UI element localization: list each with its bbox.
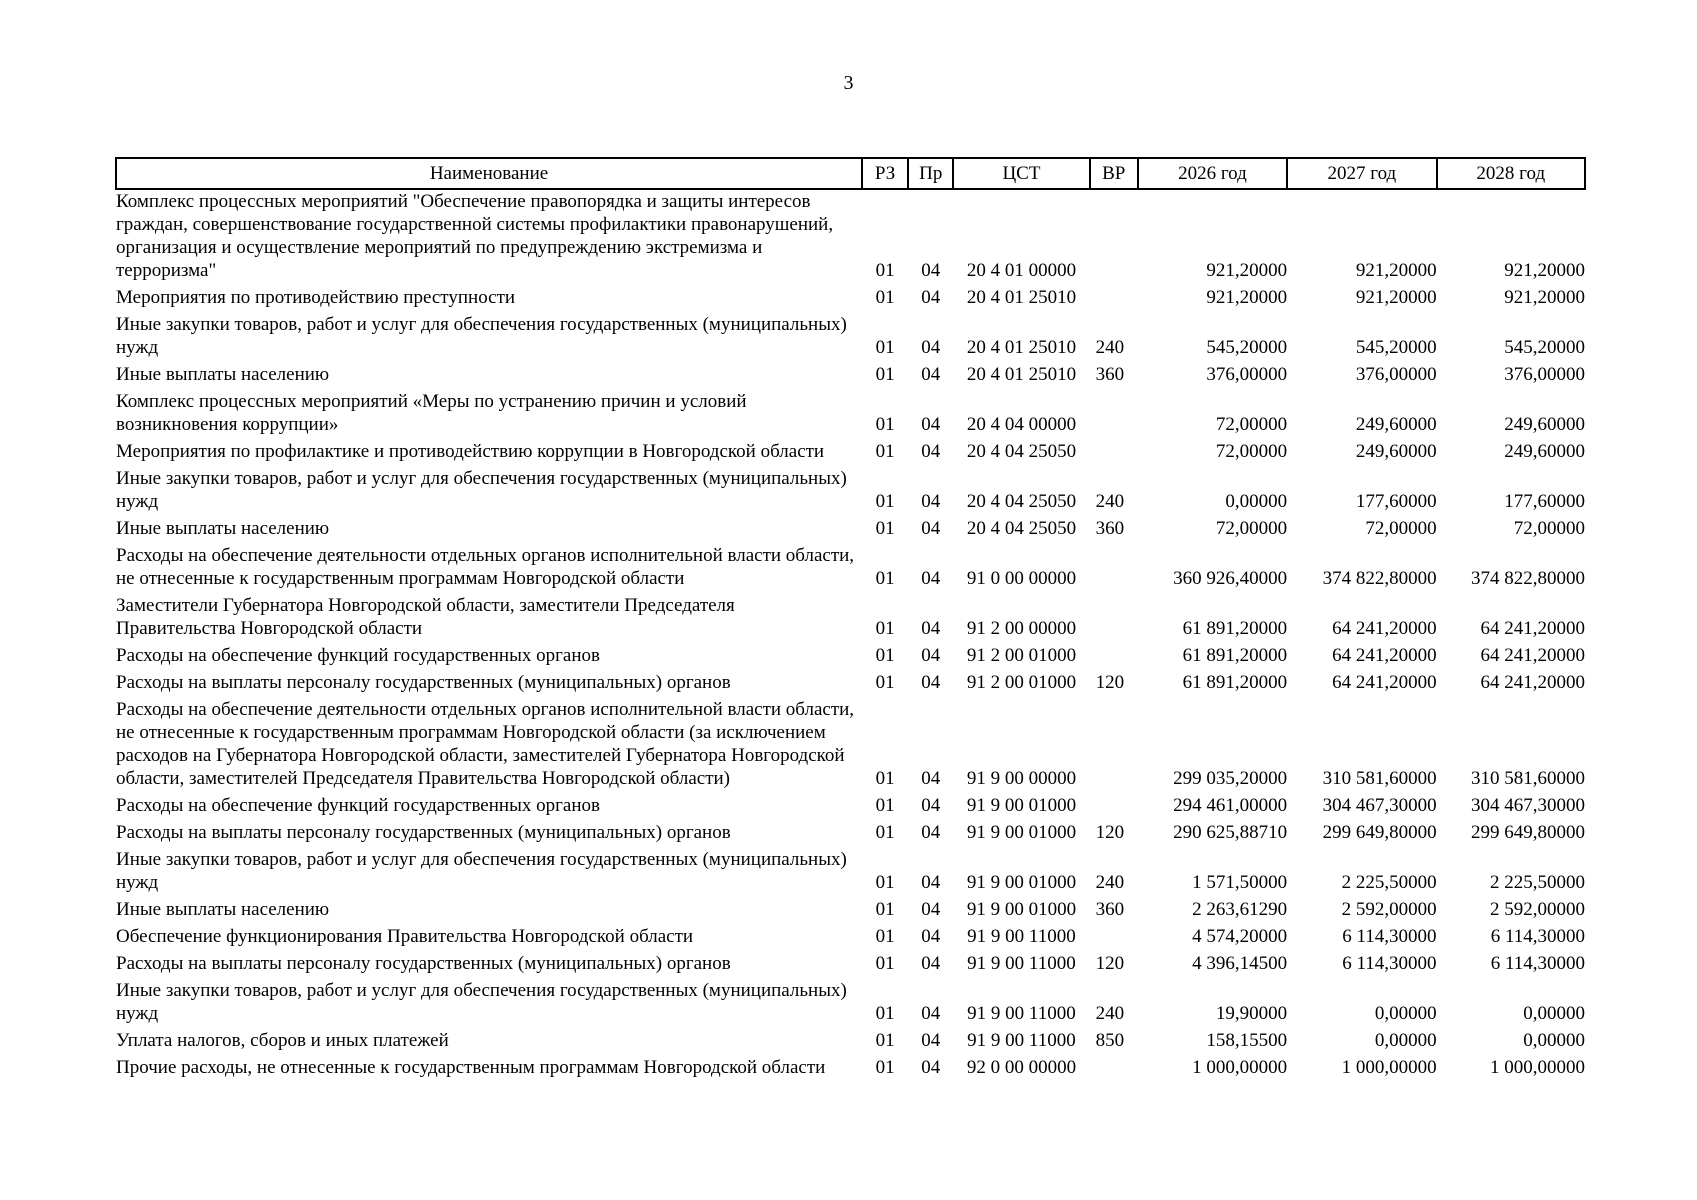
cell-2028: 64 241,20000 <box>1480 645 1585 666</box>
cell-cst: 91 0 00 00000 <box>966 568 1077 589</box>
cell-cst: 20 4 01 25010 <box>966 337 1077 358</box>
cell-cst: 91 2 00 01000 <box>966 672 1077 693</box>
cell-pr: 04 <box>921 518 941 539</box>
cell-vr <box>1090 282 1138 309</box>
cell-2026: 61 891,20000 <box>1182 672 1288 693</box>
cell-pr: 04 <box>921 414 941 435</box>
cell-2026: 61 891,20000 <box>1182 618 1288 639</box>
table-row <box>116 1052 1585 1079</box>
cell-vr: 240 <box>1095 337 1125 358</box>
header-2027: 2027 год <box>1287 158 1436 189</box>
table-row <box>116 817 1585 844</box>
cell-cst: 91 9 00 00000 <box>966 768 1077 789</box>
cell-name: Расходы на выплаты персоналу государственных (муниципальных) органов <box>116 953 731 974</box>
cell-vr <box>1090 921 1138 948</box>
table-row <box>116 359 1585 386</box>
cell-cst: 91 9 00 11000 <box>967 953 1076 974</box>
cell-name: Иные выплаты населению <box>116 364 330 385</box>
cell-pr: 04 <box>921 618 941 639</box>
header-pr: Пр <box>908 158 953 189</box>
cell-rz: 01 <box>875 491 895 512</box>
cell-2028: 304 467,30000 <box>1471 795 1585 816</box>
cell-name: Мероприятия по профилактике и противодействию коррупции в Новгородской области <box>116 441 825 462</box>
cell-2026: 921,20000 <box>1206 260 1288 281</box>
header-2026: 2026 год <box>1138 158 1287 189</box>
cell-name: Иные выплаты населению <box>116 518 330 539</box>
cell-vr <box>1090 540 1138 590</box>
cell-name: Иные закупки товаров, работ и услуг для обеспечения государственных (муниципальных) нужд <box>116 468 847 512</box>
cell-2027: 1 000,00000 <box>1341 1057 1437 1078</box>
cell-2027: 299 649,80000 <box>1322 822 1437 843</box>
cell-vr <box>1090 189 1138 282</box>
cell-pr: 04 <box>921 768 941 789</box>
cell-2028: 0,00000 <box>1523 1003 1585 1024</box>
table-row <box>116 463 1585 513</box>
cell-name: Расходы на обеспечение деятельности отдельных органов исполнительной власти области, не отнесенные к государственным программам Новгородской области <box>116 545 855 589</box>
budget-table <box>115 157 1586 1079</box>
cell-vr: 360 <box>1095 518 1125 539</box>
cell-rz: 01 <box>875 287 895 308</box>
cell-cst: 20 4 04 00000 <box>966 414 1077 435</box>
cell-name: Расходы на обеспечение функций государственных органов <box>116 795 600 816</box>
cell-cst: 91 2 00 00000 <box>966 618 1077 639</box>
cell-rz: 01 <box>875 518 895 539</box>
cell-name: Расходы на выплаты персоналу государственных (муниципальных) органов <box>116 822 731 843</box>
cell-rz: 01 <box>875 260 895 281</box>
cell-cst: 20 4 01 25010 <box>966 364 1077 385</box>
cell-2028: 249,60000 <box>1504 441 1585 462</box>
cell-cst: 91 9 00 01000 <box>966 872 1077 893</box>
header-2028: 2028 год <box>1437 158 1585 189</box>
cell-2026: 1 571,50000 <box>1192 872 1288 893</box>
cell-name: Мероприятия по противодействию преступности <box>116 287 516 308</box>
cell-rz: 01 <box>875 645 895 666</box>
table-row <box>116 948 1585 975</box>
table-row <box>116 590 1585 640</box>
header-rz: РЗ <box>862 158 908 189</box>
cell-name: Заместители Губернатора Новгородской области, заместители Председателя Правительства Новгородской области <box>116 595 735 639</box>
cell-2027: 177,60000 <box>1355 491 1437 512</box>
cell-rz: 01 <box>875 768 895 789</box>
cell-2028: 310 581,60000 <box>1471 768 1585 789</box>
table-row <box>116 1025 1585 1052</box>
cell-2028: 72,00000 <box>1513 518 1585 539</box>
cell-name: Иные закупки товаров, работ и услуг для обеспечения государственных (муниципальных) нужд <box>116 849 847 893</box>
cell-rz: 01 <box>875 618 895 639</box>
cell-2027: 304 467,30000 <box>1322 795 1437 816</box>
cell-pr: 04 <box>921 822 941 843</box>
cell-2028: 64 241,20000 <box>1480 672 1585 693</box>
table-header-row <box>116 158 1585 189</box>
cell-pr: 04 <box>921 337 941 358</box>
cell-cst: 20 4 01 00000 <box>966 260 1077 281</box>
cell-cst: 91 9 00 01000 <box>966 899 1077 920</box>
cell-rz: 01 <box>875 899 895 920</box>
table-row <box>116 694 1585 790</box>
cell-2027: 545,20000 <box>1355 337 1437 358</box>
cell-pr: 04 <box>921 364 941 385</box>
cell-2028: 249,60000 <box>1504 414 1585 435</box>
cell-2026: 294 461,00000 <box>1173 795 1288 816</box>
cell-cst: 20 4 01 25010 <box>966 287 1077 308</box>
cell-2026: 376,00000 <box>1206 364 1288 385</box>
cell-2026: 299 035,20000 <box>1173 768 1288 789</box>
cell-2026: 19,90000 <box>1215 1003 1288 1024</box>
cell-pr: 04 <box>921 795 941 816</box>
cell-2027: 374 822,80000 <box>1322 568 1437 589</box>
cell-2028: 2 592,00000 <box>1490 899 1585 920</box>
cell-2027: 0,00000 <box>1374 1030 1437 1051</box>
cell-2027: 249,60000 <box>1355 414 1437 435</box>
cell-rz: 01 <box>875 568 895 589</box>
cell-pr: 04 <box>921 1003 941 1024</box>
cell-2026: 360 926,40000 <box>1173 568 1288 589</box>
cell-2026: 4 574,20000 <box>1192 926 1288 947</box>
cell-2028: 299 649,80000 <box>1471 822 1585 843</box>
header-name: Наименование <box>116 158 862 189</box>
table-row <box>116 540 1585 590</box>
cell-rz: 01 <box>875 1057 895 1078</box>
table-row <box>116 436 1585 463</box>
cell-vr <box>1090 590 1138 640</box>
cell-pr: 04 <box>921 1057 941 1078</box>
cell-name: Расходы на обеспечение функций государственных органов <box>116 645 600 666</box>
cell-pr: 04 <box>921 491 941 512</box>
cell-name: Расходы на выплаты персоналу государственных (муниципальных) органов <box>116 672 731 693</box>
cell-pr: 04 <box>921 672 941 693</box>
cell-2028: 921,20000 <box>1504 260 1585 281</box>
table-row <box>116 921 1585 948</box>
cell-2027: 921,20000 <box>1355 260 1437 281</box>
table-row <box>116 282 1585 309</box>
cell-name: Расходы на обеспечение деятельности отдельных органов исполнительной власти области, не отнесенные к государственным программам Новгородской области (за исключением расходов на Губернатора Новгородской области, заместителей Губернатора Новгородской области, заместителей Председателя Правительства Новгородской области) <box>116 699 855 789</box>
cell-2027: 6 114,30000 <box>1342 953 1437 974</box>
cell-2027: 0,00000 <box>1374 1003 1437 1024</box>
table-row <box>116 189 1585 282</box>
cell-name: Иные закупки товаров, работ и услуг для обеспечения государственных (муниципальных) нужд <box>116 980 847 1024</box>
cell-2026: 72,00000 <box>1215 414 1288 435</box>
cell-2026: 2 263,61290 <box>1192 899 1288 920</box>
header-cst: ЦСТ <box>953 158 1089 189</box>
cell-vr: 850 <box>1095 1030 1125 1051</box>
cell-pr: 04 <box>921 899 941 920</box>
cell-rz: 01 <box>875 364 895 385</box>
cell-2027: 64 241,20000 <box>1332 618 1437 639</box>
cell-rz: 01 <box>875 414 895 435</box>
cell-2028: 545,20000 <box>1504 337 1585 358</box>
cell-2026: 72,00000 <box>1215 518 1288 539</box>
cell-name: Комплекс процессных мероприятий «Меры по устранению причин и условий возникновения коррупции» <box>116 391 747 435</box>
cell-2028: 2 225,50000 <box>1490 872 1585 893</box>
cell-2028: 6 114,30000 <box>1490 926 1585 947</box>
cell-2026: 4 396,14500 <box>1192 953 1288 974</box>
table-row <box>116 309 1585 359</box>
cell-rz: 01 <box>875 953 895 974</box>
cell-cst: 91 2 00 01000 <box>966 645 1077 666</box>
cell-vr <box>1090 790 1138 817</box>
cell-2027: 2 592,00000 <box>1341 899 1437 920</box>
cell-cst: 20 4 04 25050 <box>966 518 1077 539</box>
cell-2028: 376,00000 <box>1504 364 1585 385</box>
cell-vr: 120 <box>1095 953 1125 974</box>
cell-rz: 01 <box>875 1030 895 1051</box>
table-row <box>116 894 1585 921</box>
cell-2027: 64 241,20000 <box>1332 672 1437 693</box>
cell-pr: 04 <box>921 953 941 974</box>
cell-vr: 120 <box>1095 822 1125 843</box>
cell-rz: 01 <box>875 926 895 947</box>
cell-2026: 0,00000 <box>1225 491 1288 512</box>
cell-2026: 158,15500 <box>1206 1030 1288 1051</box>
cell-vr <box>1090 640 1138 667</box>
cell-name: Уплата налогов, сборов и иных платежей <box>116 1030 449 1051</box>
cell-pr: 04 <box>921 872 941 893</box>
cell-2026: 1 000,00000 <box>1192 1057 1288 1078</box>
table-row <box>116 790 1585 817</box>
cell-vr: 360 <box>1095 899 1125 920</box>
cell-2027: 921,20000 <box>1355 287 1437 308</box>
cell-2026: 72,00000 <box>1215 441 1288 462</box>
cell-cst: 91 9 00 11000 <box>967 1003 1076 1024</box>
cell-2028: 177,60000 <box>1504 491 1585 512</box>
cell-name: Обеспечение функционирования Правительства Новгородской области <box>116 926 694 947</box>
cell-vr: 120 <box>1095 672 1125 693</box>
cell-2027: 2 225,50000 <box>1341 872 1437 893</box>
cell-rz: 01 <box>875 822 895 843</box>
cell-2027: 376,00000 <box>1355 364 1437 385</box>
cell-vr <box>1090 694 1138 790</box>
cell-vr: 360 <box>1095 364 1125 385</box>
cell-rz: 01 <box>875 672 895 693</box>
cell-pr: 04 <box>921 926 941 947</box>
table-row <box>116 975 1585 1025</box>
cell-pr: 04 <box>921 287 941 308</box>
cell-cst: 91 9 00 11000 <box>967 1030 1076 1051</box>
cell-name: Иные выплаты населению <box>116 899 330 920</box>
table-row <box>116 640 1585 667</box>
cell-pr: 04 <box>921 1030 941 1051</box>
cell-2028: 921,20000 <box>1504 287 1585 308</box>
cell-rz: 01 <box>875 872 895 893</box>
cell-vr: 240 <box>1095 491 1125 512</box>
cell-2028: 64 241,20000 <box>1480 618 1585 639</box>
cell-2028: 0,00000 <box>1523 1030 1585 1051</box>
cell-vr: 240 <box>1095 1003 1125 1024</box>
cell-cst: 91 9 00 11000 <box>967 926 1076 947</box>
cell-2027: 64 241,20000 <box>1332 645 1437 666</box>
cell-vr <box>1090 386 1138 436</box>
cell-2026: 61 891,20000 <box>1182 645 1288 666</box>
cell-rz: 01 <box>875 1003 895 1024</box>
header-vr: ВР <box>1090 158 1138 189</box>
cell-pr: 04 <box>921 260 941 281</box>
cell-cst: 20 4 04 25050 <box>966 491 1077 512</box>
cell-2026: 545,20000 <box>1206 337 1288 358</box>
cell-2027: 72,00000 <box>1365 518 1437 539</box>
page-number: 3 <box>843 72 854 94</box>
cell-2027: 6 114,30000 <box>1342 926 1437 947</box>
cell-pr: 04 <box>921 645 941 666</box>
table-row <box>116 667 1585 694</box>
cell-name: Прочие расходы, не отнесенные к государственным программам Новгородской области <box>116 1057 826 1078</box>
table-row <box>116 513 1585 540</box>
table-row <box>116 386 1585 436</box>
cell-name: Комплекс процессных мероприятий "Обеспечение правопорядка и защиты интересов граждан, совершенствование государственной системы профилактики правонарушений, организация и осуществление мероприятий по предупреждению экстремизма и терроризма" <box>116 191 834 281</box>
cell-name: Иные закупки товаров, работ и услуг для обеспечения государственных (муниципальных) нужд <box>116 314 847 358</box>
cell-2027: 249,60000 <box>1355 441 1437 462</box>
cell-cst: 20 4 04 25050 <box>966 441 1077 462</box>
cell-rz: 01 <box>875 441 895 462</box>
table-row <box>116 844 1585 894</box>
cell-2027: 310 581,60000 <box>1322 768 1437 789</box>
cell-cst: 91 9 00 01000 <box>966 822 1077 843</box>
cell-2026: 290 625,88710 <box>1173 822 1288 843</box>
cell-cst: 92 0 00 00000 <box>966 1057 1077 1078</box>
cell-pr: 04 <box>921 441 941 462</box>
cell-pr: 04 <box>921 568 941 589</box>
cell-cst: 91 9 00 01000 <box>966 795 1077 816</box>
cell-vr <box>1090 436 1138 463</box>
cell-vr <box>1090 1052 1138 1079</box>
cell-2028: 6 114,30000 <box>1490 953 1585 974</box>
cell-rz: 01 <box>875 795 895 816</box>
cell-2026: 921,20000 <box>1206 287 1288 308</box>
cell-2028: 1 000,00000 <box>1490 1057 1585 1078</box>
cell-rz: 01 <box>875 337 895 358</box>
cell-2028: 374 822,80000 <box>1471 568 1585 589</box>
cell-vr: 240 <box>1095 872 1125 893</box>
